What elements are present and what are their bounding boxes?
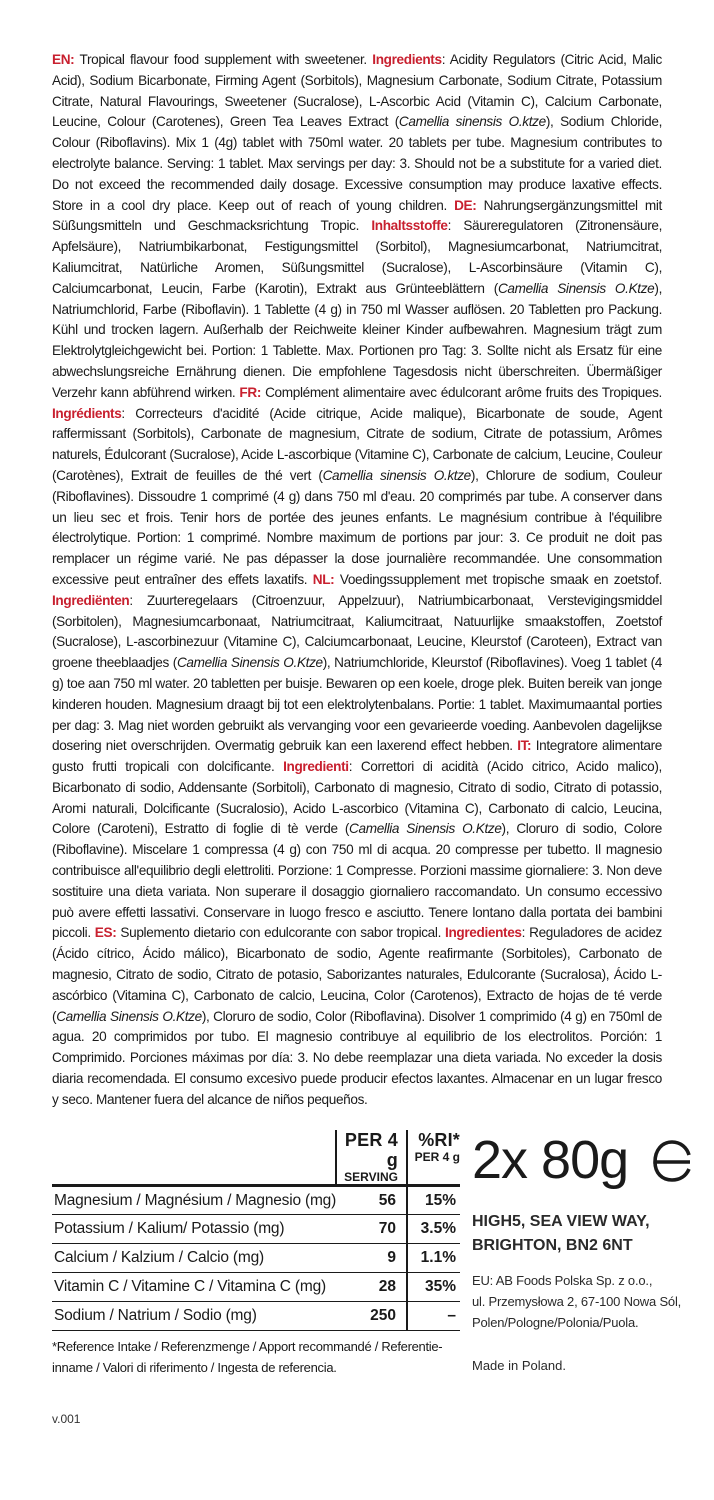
nutrition-header-per-serving [336, 1130, 407, 1186]
nutrient-ri: – [407, 1302, 460, 1331]
de-latin-name: Camellia Sinensis O.Ktze [497, 280, 655, 296]
fr-ingredients-text: : Correcteurs d'acidité (Acide citrique, Acide malique), Bicarbonate de soude, Agent raffermissant (Sorbitols), Carbonate de magnesium, Citrate de sodium, Citrate de potassium, Arômes naturels, Édulcorant (Sucralose), Acide L-ascorbique (Vitamine C), Carbonate de calcium, Leucine, Couleur (Carotènes), Extrait de feuilles de thé vert ( [52, 405, 662, 483]
nutrition-row [52, 1215, 460, 1244]
es-latin-name: Camellia Sinensis O.Ktze [56, 1008, 202, 1024]
nl-ingredients-label: Ingrediënten [52, 592, 130, 608]
ingredients-text-block [52, 50, 662, 1111]
nl-directions-text: ), Natriumchloride, Kleurstof (Riboflavines). Voeg 1 tablet (4 g) toe aan 750 ml water. 20 tabletten per buisje. Bewaren op een koele, droge plek. Buiten bereik van jonge kinderen houden. Magnesium draagt bij tot een elektrolytenbalans. Portie: 1 tablet. Maximumaantal porties per dag: 3. Mag niet worden gebruikt als vervanging voor een gevarieerde voeding. Aanbevolen dagelijkse dosering niet overschrijden. Overmatig gebruik kan een laxerend effect hebben. [52, 655, 663, 754]
de-ingredients-label: Inhaltsstoffe [371, 218, 448, 234]
de-description: Nahrungsergänzungsmittel mit Süßungsmitteln und Geschmacksrichtung Tropic. [52, 197, 662, 234]
nutrient-value: 56 [336, 1186, 407, 1215]
es-description: Suplemento dietario con edulcorante con sabor tropical. [116, 925, 446, 941]
nutrient-ri: 35% [407, 1273, 460, 1302]
fr-description: Complément alimentaire avec édulcorant arôme fruits des Tropiques. [261, 384, 662, 400]
nutrient-name: Calcium / Kalzium / Calcio (mg) [52, 1244, 336, 1273]
nutrient-ri: 15% [407, 1186, 460, 1215]
es-ingredients-label: Ingredientes [445, 925, 522, 941]
en-description: Tropical flavour food supplement with sweetener. [74, 52, 373, 67]
version-code: v.001 [52, 1412, 81, 1426]
net-weight-block [472, 1128, 692, 1198]
address-line-1: HIGH5, SEA VIEW WAY, [472, 1213, 650, 1230]
lang-label-fr: FR: [239, 384, 262, 400]
en-directions-text: ), Sodium Chloride, Colour (Riboflavins). Mix 1 (4g) tablet with 750ml water. 20 tablets per tube. Magnesium contributes to electrolyte balance. Serving: 1 tablet. Max servings per day: 3. Should not be a substitute for a varied diet. Do not exceed the recommended daily dosage. Excessive consumption may produce laxative effects. Store in a cool dry place. Keep out of reach of young children. [52, 114, 662, 213]
header-ri-label: %RI* [418, 1130, 460, 1150]
eu-importer-address [472, 1270, 702, 1333]
lang-label-de: DE: [454, 197, 477, 213]
nutrient-value: 28 [336, 1273, 407, 1302]
address-line-2: BRIGHTON, BN2 6NT [472, 1237, 633, 1254]
eu-address-line-1: EU: AB Foods Polska Sp. z o.o., [472, 1273, 653, 1288]
it-ingredients-label: Ingredienti [283, 759, 349, 775]
eu-address-line-2: ul. Przemysłowa 2, 67-100 Nowa Sól, [472, 1294, 682, 1309]
nutrient-name: Vitamin C / Vitamine C / Vitamina C (mg) [52, 1273, 336, 1302]
nutrient-value: 250 [336, 1302, 407, 1331]
nl-latin-name: Camellia Sinensis O.Ktze [176, 655, 323, 671]
es-ingredients-text: : Reguladores de acidez (Ácido cítrico, Ácido málico), Bicarbonato de sodio, Agente reafirmante (Sorbitoles), Carbonato de magnesio, Citrato de sodio, Citrato de potasio, Saborizantes naturales, Edulcorante (Sucralosa), Ácido L-ascórbico (Vitamina C), Carbonato de calcio, Leucina, Color (Carotenos), Extracto de hojas de té verde ( [52, 925, 662, 1024]
en-ingredients-text: : Acidity Regulators (Citric Acid, Malic Acid), Sodium Bicarbonate, Firming Agent (Sorbitols), Magnesium Carbonate, Sodium Citrate, Potassium Citrate, Natural Flavourings, Sweetener (Sucralose), L-Ascorbic Acid (Vitamin C), Calcium Carbonate, Leucine, Colour (Carotenes), Green Tea Leaves Extract ( [52, 52, 662, 130]
nutrient-ri: 3.5% [407, 1215, 460, 1244]
lang-label-nl: NL: [312, 571, 335, 587]
nutrition-row [52, 1302, 460, 1331]
nutrient-name: Magnesium / Magnésium / Magnesio (mg) [52, 1186, 336, 1215]
en-ingredients-label: Ingredients [372, 52, 442, 67]
header-serving-label: SERVING [344, 1170, 398, 1184]
manufacturer-address [472, 1210, 702, 1258]
it-description: Integratore alimentare gusto frutti tropicali con dolcificante. [52, 738, 663, 775]
net-weight: 2x 80g [472, 1130, 629, 1190]
reference-intake-footnote: *Reference Intake / Referenzmenge / Apport recommandé / Referentie-inname / Valori di riferimento / Ingesta de referencia. [52, 1339, 443, 1375]
nutrition-table [52, 1130, 460, 1331]
made-in-country: Made in Poland. [472, 1358, 566, 1373]
nutrient-name: Sodium / Natrium / Sodio (mg) [52, 1302, 336, 1331]
nl-ingredients-text: : Zuurteregelaars (Citroenzuur, Appelzuur), Natriumbicarbonaat, Verstevigingsmiddel (Sorbitolen), Magnesiumcarbonaat, Natriumcitraat, Kaliumcitraat, Natuurlijke smaakstoffen, Zoetstof (Sucralose), L-ascorbinezuur (Vitamine C), Calciumcarbonaat, Leucine, Kleurstof (Caroteen), Extract van groene theeblaadjes ( [52, 592, 662, 671]
en-latin-name: Camellia sinensis O.ktze [398, 114, 546, 130]
nutrition-header-spacer [52, 1130, 336, 1186]
fr-ingredients-label: Ingrédients [52, 405, 122, 421]
estimated-sign-icon [650, 1136, 694, 1184]
nutrition-row [52, 1273, 460, 1302]
nl-description: Voedingssupplement met tropische smaak en zoetstof. [334, 571, 662, 587]
header-ri-sub-label: PER 4 g [414, 1150, 460, 1164]
de-directions-text: ), Natriumchlorid, Farbe (Riboflavin). 1 Tablette (4 g) in 750 ml Wasser auflösen. 20 Tabletten pro Packung. Kühl und trocken lagern. Außerhalb der Reichweite kleiner Kinder aufbewahren. Magnesium trägt zum Elektrolytgleichgewicht bei. Portion: 1 Tablette. Max. Portionen pro Tag: 3. Sollte nicht als Ersatz für eine abwechslungsreiche Ernährung dienen. Die empfohlene Tagesdosis nicht überschreiten. Übermäßiger Verzehr kann abführend wirken. [52, 280, 662, 400]
nutrition-header-row [52, 1130, 460, 1186]
nutrition-header-ri [407, 1130, 460, 1186]
lang-label-es: ES: [94, 925, 117, 941]
nutrition-row [52, 1186, 460, 1215]
fr-latin-name: Camellia sinensis O.ktze [322, 467, 471, 483]
it-ingredients-text: : Correttori di acidità (Acido citrico, Acido malico), Bicarbonato di sodio, Addensante (Sorbitoli), Carbonato di magnesio, Citrato di sodio, Citrato di potassio, Aromi naturali, Dolcificante (Sucralosio), Acido L-ascorbico (Vitamina C), Carbonato di calcio, Leucina, Colore (Caroteni), Estratto di foglie di tè verde ( [52, 759, 662, 837]
lang-label-it: IT: [517, 738, 532, 754]
de-ingredients-text: : Säureregulatoren (Zitronensäure, Apfelsäure), Natriumbikarbonat, Festigungsmittel (Sorbitol), Magnesiumcarbonat, Natriumcitrat, Kaliumcitrat, Natürliche Aromen, Süßungsmittel (Sucralose), L-Ascorbinsäure (Vitamin C), Calciumcarbonat, Leucin, Farbe (Karotin), Extrakt aus Grünteeblättern ( [52, 218, 663, 296]
eu-address-line-3: Polen/Pologne/Polonia/Puola. [472, 1315, 639, 1330]
nutrition-row [52, 1244, 460, 1273]
lang-label-en: EN: [52, 52, 75, 67]
header-per-label: PER 4 g [344, 1130, 398, 1170]
nutrient-value: 70 [336, 1215, 407, 1244]
nutrient-name: Potassium / Kalium/ Potassio (mg) [52, 1215, 336, 1244]
fr-directions-text: ), Chlorure de sodium, Couleur (Riboflavines). Dissoudre 1 comprimé (4 g) dans 750 ml d'eau. 20 comprimés par tube. A conserver dans un lieu sec et frois. Tenir hors de portée des jeunes enfants. Le magnésium contribue à l'équilibre électrolytique. Portion: 1 comprimé. Nombre maximum de portions par jour: 3. Ce produit ne doit pas remplacer un régime varié. Ne pas dépasser la dose journalière recommandée. Une consommation excessive peut entraîner des effets laxatifs. [52, 467, 662, 587]
nutrient-ri: 1.1% [407, 1244, 460, 1273]
nutrient-value: 9 [336, 1244, 407, 1273]
it-directions-text: ), Cloruro di sodio, Colore (Riboflavine). Miscelare 1 compressa (4 g) con 750 ml di acqua. 20 compresse per tubetto. Il magnesio contribuisce all'equilibrio degli elettroliti. Porzione: 1 Compresse. Porzioni massime giornaliere: 3. Non deve sostituire una dieta variata. Non superare il dosaggio giornaliero raccomandato. Un consumo eccessivo può avere effetti lassativi. Conservare in luogo fresco e asciutto. Tenere lontano dalla portata dei bambini piccoli. [52, 821, 662, 941]
es-directions-text: ), Cloruro de sodio, Color (Riboflavina). Disolver 1 comprimido (4 g) en 750ml de agua. 20 comprimidos por tubo. El magnesio contribuye al equilibrio de los electrolitos. Porción: 1 Comprimido. Porciones máximas por día: 3. No debe reemplazar una dieta variada. No exceder la dosis diaria recomendada. El consumo excesivo puede producir efectos laxantes. Almacenar en un lugar fresco y seco. Mantener fuera del alcance de niños pequeños. [52, 1008, 662, 1107]
it-latin-name: Camellia Sinensis O.Ktze [349, 821, 502, 837]
